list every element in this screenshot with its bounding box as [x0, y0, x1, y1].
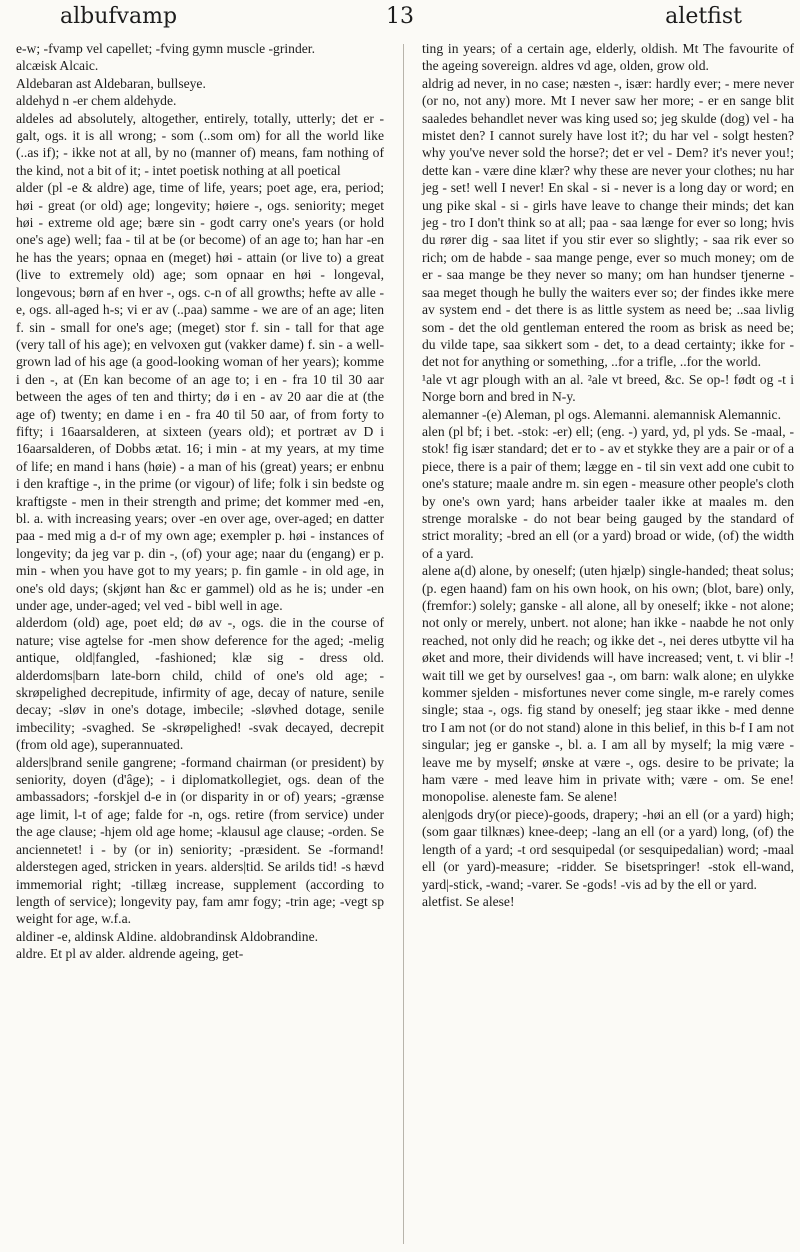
dictionary-entry: alene a(d) alone, by oneself; (uten hjælp) single-handed; theat solus; (p. egen haand) fam on his own hook, on his own; (blot, bare) only, (fremfor:) solely; ganske - all alone, all by oneself; ikke - not alone; not only or merely, unbert. not alone; han ikke - naabde he not only reached, not only did he reach; og ikke det -, nei deres utbytte vil ha øket and more, their dividends will have increased; vent, t. vi blir -! wait till we get by ourselves! gaa -, om barn: walk alone; en ulykke kommer sjelden - misfortunes never come single, m-e rarely comes single; staa -, ogs. fig stand by oneself; jeg staar ikke - med denne tro I am not (or do not stand) alone in this belief, in this b-f I am not singular; jeg er ganske -, bl. a. I am all by myself; la mig være - leave me by myself; ønske at være -, ogs. desire to be private; la ham være - med leave him in private with; være - om. Se ene! monopolise. aleneste fam. Se alene!: [422, 563, 794, 805]
right-column: [422, 40, 794, 910]
page-number: 13: [386, 4, 414, 29]
page-header: [0, 0, 800, 38]
dictionary-entry: ¹ale vt agr plough with an al. ²ale vt breed, &c. Se op-! født og -t i Norge born and bred in N-y.: [422, 371, 794, 405]
left-column: [16, 40, 384, 963]
dictionary-entry: aldre. Et pl av alder. aldrende ageing, get-: [16, 946, 244, 962]
dictionary-entry: alcæisk Alcaic.: [16, 58, 99, 74]
dictionary-entry: aldehyd n -er chem aldehyde.: [16, 93, 177, 109]
dictionary-entry: alen|gods dry(or piece)-goods, drapery; -høi an ell (or a yard) high; (som gaar tilknæs) knee-deep; -lang an ell (or a yard) long, (of) the length of a yard; -t ord sesquipedal (or sesquipedalian) word; -maal ell (or yard)-measure; -ridder. Se bisetspringer! -stok ell-wand, yard|-stick, -wand; -varer. Se -gods! -vis ad by the ell or yard.: [422, 806, 794, 892]
right-guide-word: aletfist: [665, 4, 742, 29]
dictionary-entry: Aldebaran ast Aldebaran, bullseye.: [16, 75, 206, 91]
dictionary-entry: alders|brand senile gangrene; -formand chairman (or president) by seniority, doyen (d'âge); - i diplomatkollegiet, ogs. dean of the ambassadors; -forskjel d-e in (or disparity in or of) years; -grænse age limit, l-t of age; falde for -n, ogs. retire (from service) under the age clause; -hjem old age home; -klausul age clause; -orden. Se anciennetet! i - by (or in) seniority; -præsident. Se -formand! alderstegen aged, stricken in years. alders|tid. Se arilds tid! -s hævd immemorial right; -tillæg increase, supplement (according to length of service); longevity pay, fam amr fogy; -trin age; -vegt sp weight for age, w.f.a.: [16, 754, 384, 927]
dictionary-entry: aletfist. Se alese!: [422, 893, 515, 909]
dictionary-entry: alen (pl bf; i bet. -stok: -er) ell; (eng. -) yard, yd, pl yds. Se -maal, -stok! fig især standard; det er to - av et stykke they are a pair or of a piece, there is a pair of them; lægge en - til sin vext add one cubit to one's stature; maale andre m. sin egen - measure other people's cloth by one's own yard; hans arbeider taaler ikke at maales m. den strenge moralske - do not bear being gauged by the standard of strict morality; -bred an ell (or a yard) broad or wide, (of) the width of a yard.: [422, 423, 794, 561]
dictionary-entry: e-w; -fvamp vel capellet; -fving gymn muscle -grinder.: [16, 41, 315, 56]
dictionary-entry: alderdom (old) age, poet eld; dø av -, ogs. die in the course of nature; vise agtelse for -men show deference for the aged; -melig antique, old|fangled, -fashioned; klæ sig - dress old. alderdoms|barn late-born child, child of one's old age; -skrøpelighed decrepitude, infirmity of age, decay of nature, senile decay; -sløv in one's dotage, imbecile; -sløvhed dotage, senile imbecility; -svaghed. Se -skrøpelighed! -svak decayed, decrepit (from old age), superannuated.: [16, 615, 384, 753]
column-divider: [403, 44, 404, 1244]
dictionary-entry: alemanner -(e) Aleman, pl ogs. Alemanni. alemannisk Alemannic.: [422, 406, 781, 422]
dictionary-entry: alder (pl -e & aldre) age, time of life, years; poet age, era, period; høi - great (or old) age; longevity; høiere -, ogs. seniority; meget høi - extreme old age; bære sin - godt carry one's years (or hold one's age) well; faa - til at be (or become) of an age to; han har -en he has the years; opnaa en (meget) høi - attain (or live to) a great (live to extremely old) age; som opnaar en høi - longeval, longevous; børn af en hver -, ogs. c-n of all growths; hefte av alle -e, ogs. all-aged h-s; vi er av (..paa) samme - we are of an age; liten f. sin - small for one's age; (meget) stor f. sin - tall for that age (very tall of his age); en velvoxen gut (vakker dame) f. sin - a well-grown lad of his age (a good-looking woman of her years); komme i den -, at (En kan become of an age to; i en - fra 10 til 30 aar between the ages of ten and thirty; dø i en - av 20 aar die at (the age of) twenty; en dame i en - fra 40 til 50 aar, of from forty to fifty; i 16aarsalderen, at sixteen (years old); et portræt av D i 16aarsalderen, of Dobbs ætat. 16; i min - at my years, at my time of life; en mand i hans (høie) - a man of his (great) years; er enbnu i den kraftige -, in the prime (or vigour) of life; folk i sin bedste og kraftigste - men in their strength and prime; det kommer med -en, bl. a. with increasing years; over -en over age, over-aged; en datter paa - med mig a d-r of my own age; exempler p. høi - instances of longevity; da jeg var p. din -, (of) your age; naar du (engang) er p. min - when you have got to my years; p. fin gamle - in old age, in one's old days; (skjønt han &c er gammel) old as he is; under -en under age, under-aged; vel ved - bibl well in age.: [16, 180, 384, 613]
dictionary-entry: ting in years; of a certain age, elderly, oldish. Mt The favourite of the ageing sovereign. aldres vd age, olden, grow old.: [422, 41, 794, 74]
dictionary-entry: aldrig ad never, in no case; næsten -, især: hardly ever; - mere never (or no, not any) more. Mt I never saw her more; - er en sange blit saaledes behandlet never was king used so; jeg skulde (dog) vel - ha mistet den? I cannot surely have lost it?; du har vel - solgt hesten? why you've never sold the horse?; det er vel - Dem? it's never you!; dette kan - være dine klær? why these are never your clothes; nu har jeg - set! well I never! En skal - si - never is a long day or word; en ung pike skal - si - girls have leave to change their minds; det kan jeg - tro I don't think so at all; paa - saa længe for ever so long; hvis du rører dig - saa litet if you stir ever so slightly; - saa rik ever so rich; om de habde - saa mange penge, ever so much money; om de er - saa mange be they never so many; om han hundser tjenerne - saa meget though he bully the waiters ever so; der findes ikke mere av system end - det there is as little system as need be; ..saa livlig som - det the old gentleman entered the room as brisk as need be; du vilde tape, saa sikkert som - det, to a dead certainty; ikke for - det not for anything or something, ..for a trifle, ..for the world.: [422, 75, 794, 370]
dictionary-entry: aldiner -e, aldinsk Aldine. aldobrandinsk Aldobrandine.: [16, 928, 319, 944]
left-guide-word: albufvamp: [60, 4, 178, 29]
dictionary-entry: aldeles ad absolutely, altogether, entirely, totally, utterly; det er - galt, ogs. it is all wrong; - som (..som om) for all the world like (..as if); - ikke not at all, by no (manner of) means, fam nothing of the kind, not a bit of it; - intet poetisk nothing at all poetical: [16, 110, 384, 178]
